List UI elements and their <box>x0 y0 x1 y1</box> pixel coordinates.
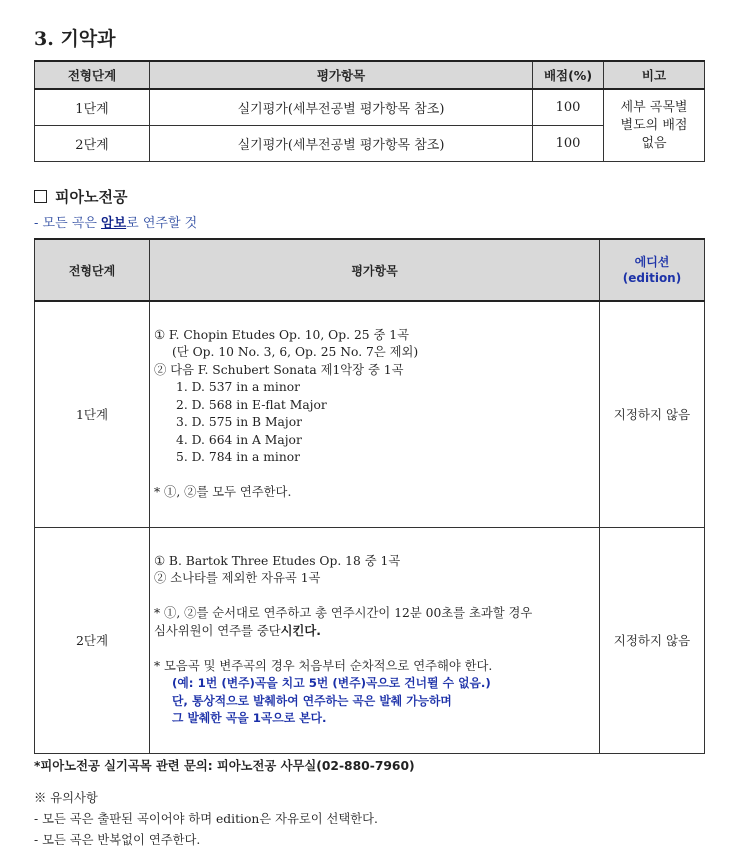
notes-section <box>34 788 378 851</box>
header-edition <box>600 239 705 301</box>
instruction-suffix: 로 연주할 것 <box>126 216 198 231</box>
piano-table <box>34 238 705 754</box>
item-note: * 모음곡 및 변주곡의 경우 처음부터 순차적으로 연주해야 한다. <box>154 658 493 673</box>
item-blue-note: (예: 1번 (변주)곡을 치고 5번 (변주)곡으로 건너뛸 수 없음.) <box>172 676 491 690</box>
stage-cell: 2단계 <box>35 126 150 162</box>
instruction-highlight: 암보 <box>101 216 127 231</box>
item-note: * ①, ②를 순서대로 연주하고 총 연주시간이 12분 00초를 초과할 경우 <box>154 606 533 620</box>
edition-label: 에디션 <box>634 255 670 269</box>
item-blue-note: 그 발췌한 곡을 1곡으로 본다. <box>172 711 327 725</box>
item-note: * ①, ②를 모두 연주한다. <box>154 485 292 500</box>
item-line: ② 소나타를 제외한 자유곡 1곡 <box>154 571 321 585</box>
evaluation-table <box>34 60 705 162</box>
header-item: 평가항목 <box>150 61 533 89</box>
header-score: 배점(%) <box>533 61 604 89</box>
table-header-row <box>35 61 705 89</box>
note-item: - 모든 곡은 출판된 곡이어야 하며 edition은 자유로이 선택한다. <box>34 812 378 826</box>
item-line: ② 다음 F. Schubert Sonata 제1악장 중 1곡 <box>154 362 404 377</box>
stage-cell: 2단계 <box>35 527 150 753</box>
item-line: (단 Op. 10 No. 3, 6, Op. 25 No. 7은 제외) <box>172 345 419 360</box>
note-cell <box>604 89 705 162</box>
item-note <box>154 623 595 641</box>
contact-info: *피아노전공 실기곡목 관련 문의: 피아노전공 사무실(02-880-7960) <box>34 759 415 773</box>
header-stage: 전형단계 <box>35 61 150 89</box>
list-item: 3. D. 575 in B Major <box>176 415 302 430</box>
list-item: 4. D. 664 in A Major <box>176 432 302 447</box>
score-cell: 100 <box>533 126 604 162</box>
table-row <box>35 301 705 527</box>
item-blue-note: 단, 통상적으로 발췌하여 연주하는 곡은 발췌 가능하며 <box>172 693 452 708</box>
stage-cell: 1단계 <box>35 301 150 527</box>
piano-heading <box>34 186 127 207</box>
stage-cell: 1단계 <box>35 89 150 126</box>
notes-title: ※ 유의사항 <box>34 791 98 805</box>
note-bold: 시킨다. <box>280 623 321 638</box>
section-title: 3. 기악과 <box>34 28 116 50</box>
instruction-prefix: - 모든 곡은 <box>34 216 102 231</box>
table-row <box>35 89 705 126</box>
piano-instruction <box>34 212 197 231</box>
header-stage: 전형단계 <box>35 239 150 301</box>
note-plain: 심사위원이 연주를 중단 <box>154 623 281 638</box>
score-cell: 100 <box>533 89 604 126</box>
note-line: 세부 곡목별 <box>620 99 688 115</box>
list-item: 2. D. 568 in E-flat Major <box>176 397 327 412</box>
table-row <box>35 527 705 753</box>
item-line: ① F. Chopin Etudes Op. 10, Op. 25 중 1곡 <box>154 327 409 342</box>
table-header-row <box>35 239 705 301</box>
items-cell <box>150 301 600 527</box>
items-cell <box>150 527 600 753</box>
item-line: ① B. Bartok Three Etudes Op. 18 중 1곡 <box>154 553 401 568</box>
edition-cell: 지정하지 않음 <box>600 301 705 527</box>
note-line: 별도의 배점 <box>620 117 688 133</box>
note-line: 없음 <box>641 135 667 151</box>
item-cell: 실기평가(세부전공별 평가항목 참조) <box>150 89 533 126</box>
note-item: - 모든 곡은 반복없이 연주한다. <box>34 833 201 847</box>
edition-cell: 지정하지 않음 <box>600 527 705 753</box>
item-cell: 실기평가(세부전공별 평가항목 참조) <box>150 126 533 162</box>
header-note: 비고 <box>604 61 705 89</box>
list-item: 5. D. 784 in a minor <box>176 450 301 465</box>
edition-label-en: (edition) <box>622 271 682 285</box>
list-item: 1. D. 537 in a minor <box>176 380 301 395</box>
piano-heading-text: 피아노전공 <box>55 188 128 206</box>
checkbox-icon <box>34 190 47 203</box>
header-items: 평가항목 <box>150 239 600 301</box>
